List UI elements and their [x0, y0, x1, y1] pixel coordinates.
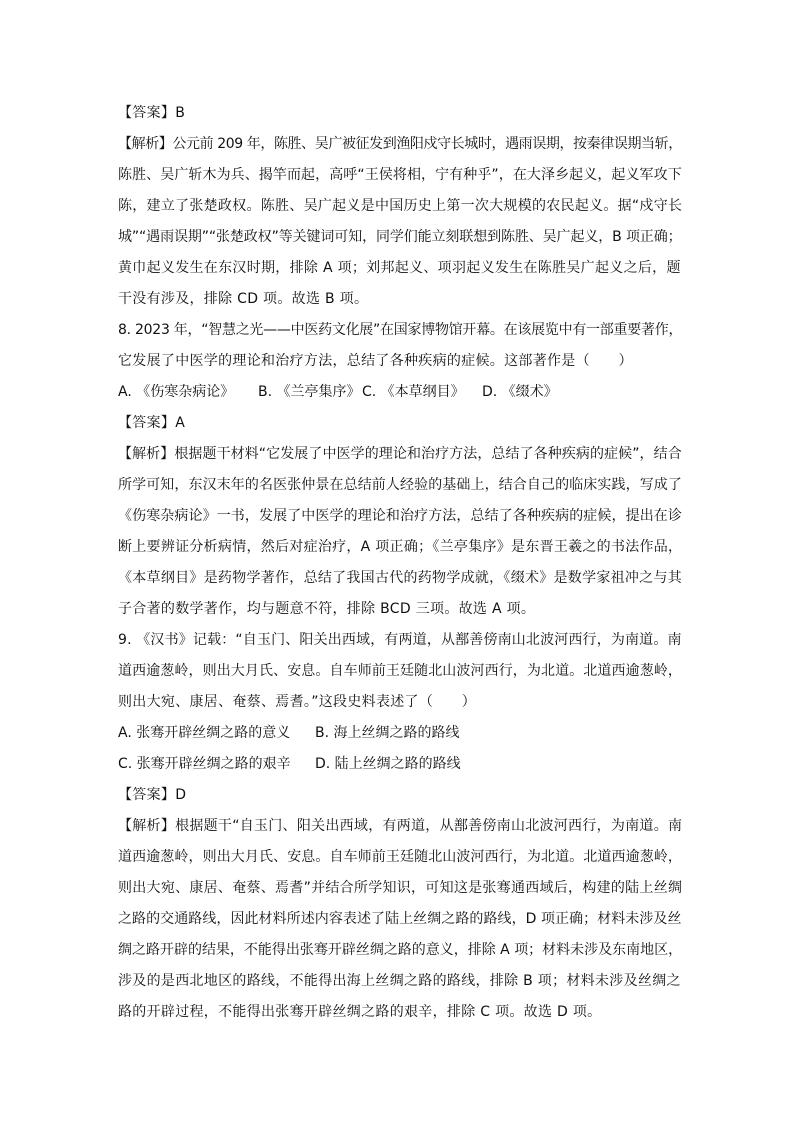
q9-analysis-line: 则出大宛、康居、奄蔡、焉耆”并结合所学知识，可知这是张骞通西域后，构建的陆上丝绸	[118, 880, 683, 896]
q8-analysis-line: 【解析】根据题干材料“它发展了中医学的理论和治疗方法，总结了各种疾病的症候”，结合	[118, 446, 682, 462]
q9-analysis-line: 【解析】根据题干“自玉门、阳关出西域，有两道，从鄯善傍南山北波河西行，为南道。南	[118, 818, 683, 834]
q8-analysis-line: 《本草纲目》是药物学著作，总结了我国古代的药物学成就，《缀术》是数学家祖冲之与其	[118, 570, 682, 586]
q9-analysis-line: 之路的交通路线，因此材料所述内容表述了陆上丝绸之路的路线，D 项正确；材料未涉及丝	[118, 911, 682, 927]
q9-analysis-line: 涉及的是西北地区的路线，不能得出海上丝绸之路的路线，排除 B 项；材料未涉及丝绸之	[118, 973, 681, 989]
q7-analysis-line: 城”“遇雨误期”“张楚政权”等关键词可知，同学们能立刻联想到陈胜、吴广起义，B 项正确；	[118, 229, 682, 245]
q8-analysis-line: 子合著的数学著作，均与题意不符，排除 BCD 三项。故选 A 项。	[118, 601, 536, 617]
q9-option-b: B. 海上丝绸之路的路线	[315, 725, 460, 741]
q9-stem-line: 则出大宛、康居、奄蔡、焉耆。”这段史料表述了（ ）	[118, 694, 477, 710]
q8-option-c: C. 《本草纲目》	[362, 384, 465, 400]
q8-analysis-line: 《伤寒杂病论》一书，发展了中医学的理论和治疗方法，总结了各种疾病的症候，提出在诊	[118, 508, 682, 524]
q9-stem-line: 9. 《汉书》记载：“自玉门、阳关出西域，有两道，从鄯善傍南山北波河西行，为南道。南	[118, 632, 682, 648]
q8-analysis-line: 断上要辨证分析病情，然后对症治疗，A 项正确；《兰亭集序》是东晋王羲之的书法作品，	[118, 539, 683, 555]
q9-option-a: A. 张骞开辟丝绸之路的意义	[118, 725, 291, 741]
q8-stem-line: 它发展了中医学的理论和治疗方法，总结了各种疾病的症候。这部著作是（ ）	[118, 353, 633, 369]
q9-analysis-line: 绸之路开辟的结果，不能得出张骞开辟丝绸之路的意义，排除 A 项；材料未涉及东南地区，	[118, 942, 683, 958]
q7-analysis-line: 陈，建立了张楚政权。陈胜、吴广起义是中国历史上第一次大规模的农民起义。据“戍守长	[118, 198, 683, 214]
q8-answer: 【答案】A	[118, 415, 186, 431]
q9-option-c: C. 张骞开辟丝绸之路的艰辛	[118, 756, 291, 772]
q7-analysis-line: 黄巾起义发生在东汉时期，排除 A 项；刘邦起义、项羽起义发生在陈胜吴广起义之后，题	[118, 260, 681, 276]
q9-analysis-line: 路的开辟过程，不能得出张骞开辟丝绸之路的艰辛，排除 C 项。故选 D 项。	[118, 1004, 602, 1020]
q8-option-b: B. 《兰亭集序》	[258, 384, 361, 400]
q8-option-a: A. 《伤寒杂病论》	[118, 384, 235, 400]
q9-stem-line: 道西逾葱岭，则出大月氏、安息。自车师前王廷随北山波河西行，为北道。北道西逾葱岭，	[118, 663, 682, 679]
q9-options-row1	[118, 723, 460, 743]
q7-analysis-line: 干没有涉及，排除 CD 项。故选 B 项。	[118, 291, 369, 307]
q8-stem-line: 8. 2023 年，“智慧之光——中医药文化展”在国家博物馆开幕。在该展览中有一部重要著作，	[118, 322, 683, 338]
q7-analysis-line: 【解析】公元前 209 年，陈胜、吴广被征发到渔阳戍守长城时，遇雨误期，按秦律误期当斩，	[118, 136, 682, 152]
q9-option-d: D. 陆上丝绸之路的路线	[315, 756, 461, 772]
q8-option-d: D. 《缀术》	[482, 384, 558, 400]
q9-answer: 【答案】D	[118, 787, 187, 803]
q7-analysis-line: 陈胜、吴广斩木为兵、揭竿而起，高呼“王侯将相，宁有种乎”，在大泽乡起义，起义军攻下	[118, 167, 682, 183]
q8-options	[118, 382, 558, 402]
q8-analysis-line: 所学可知，东汉末年的名医张仲景在总结前人经验的基础上，结合自己的临床实践，写成了	[118, 477, 682, 493]
q9-analysis-line: 道西逾葱岭，则出大月氏、安息。自车师前王廷随北山波河西行，为北道。北道西逾葱岭，	[118, 849, 682, 865]
q7-answer: 【答案】B	[118, 105, 186, 121]
q9-options-row2	[118, 754, 461, 774]
